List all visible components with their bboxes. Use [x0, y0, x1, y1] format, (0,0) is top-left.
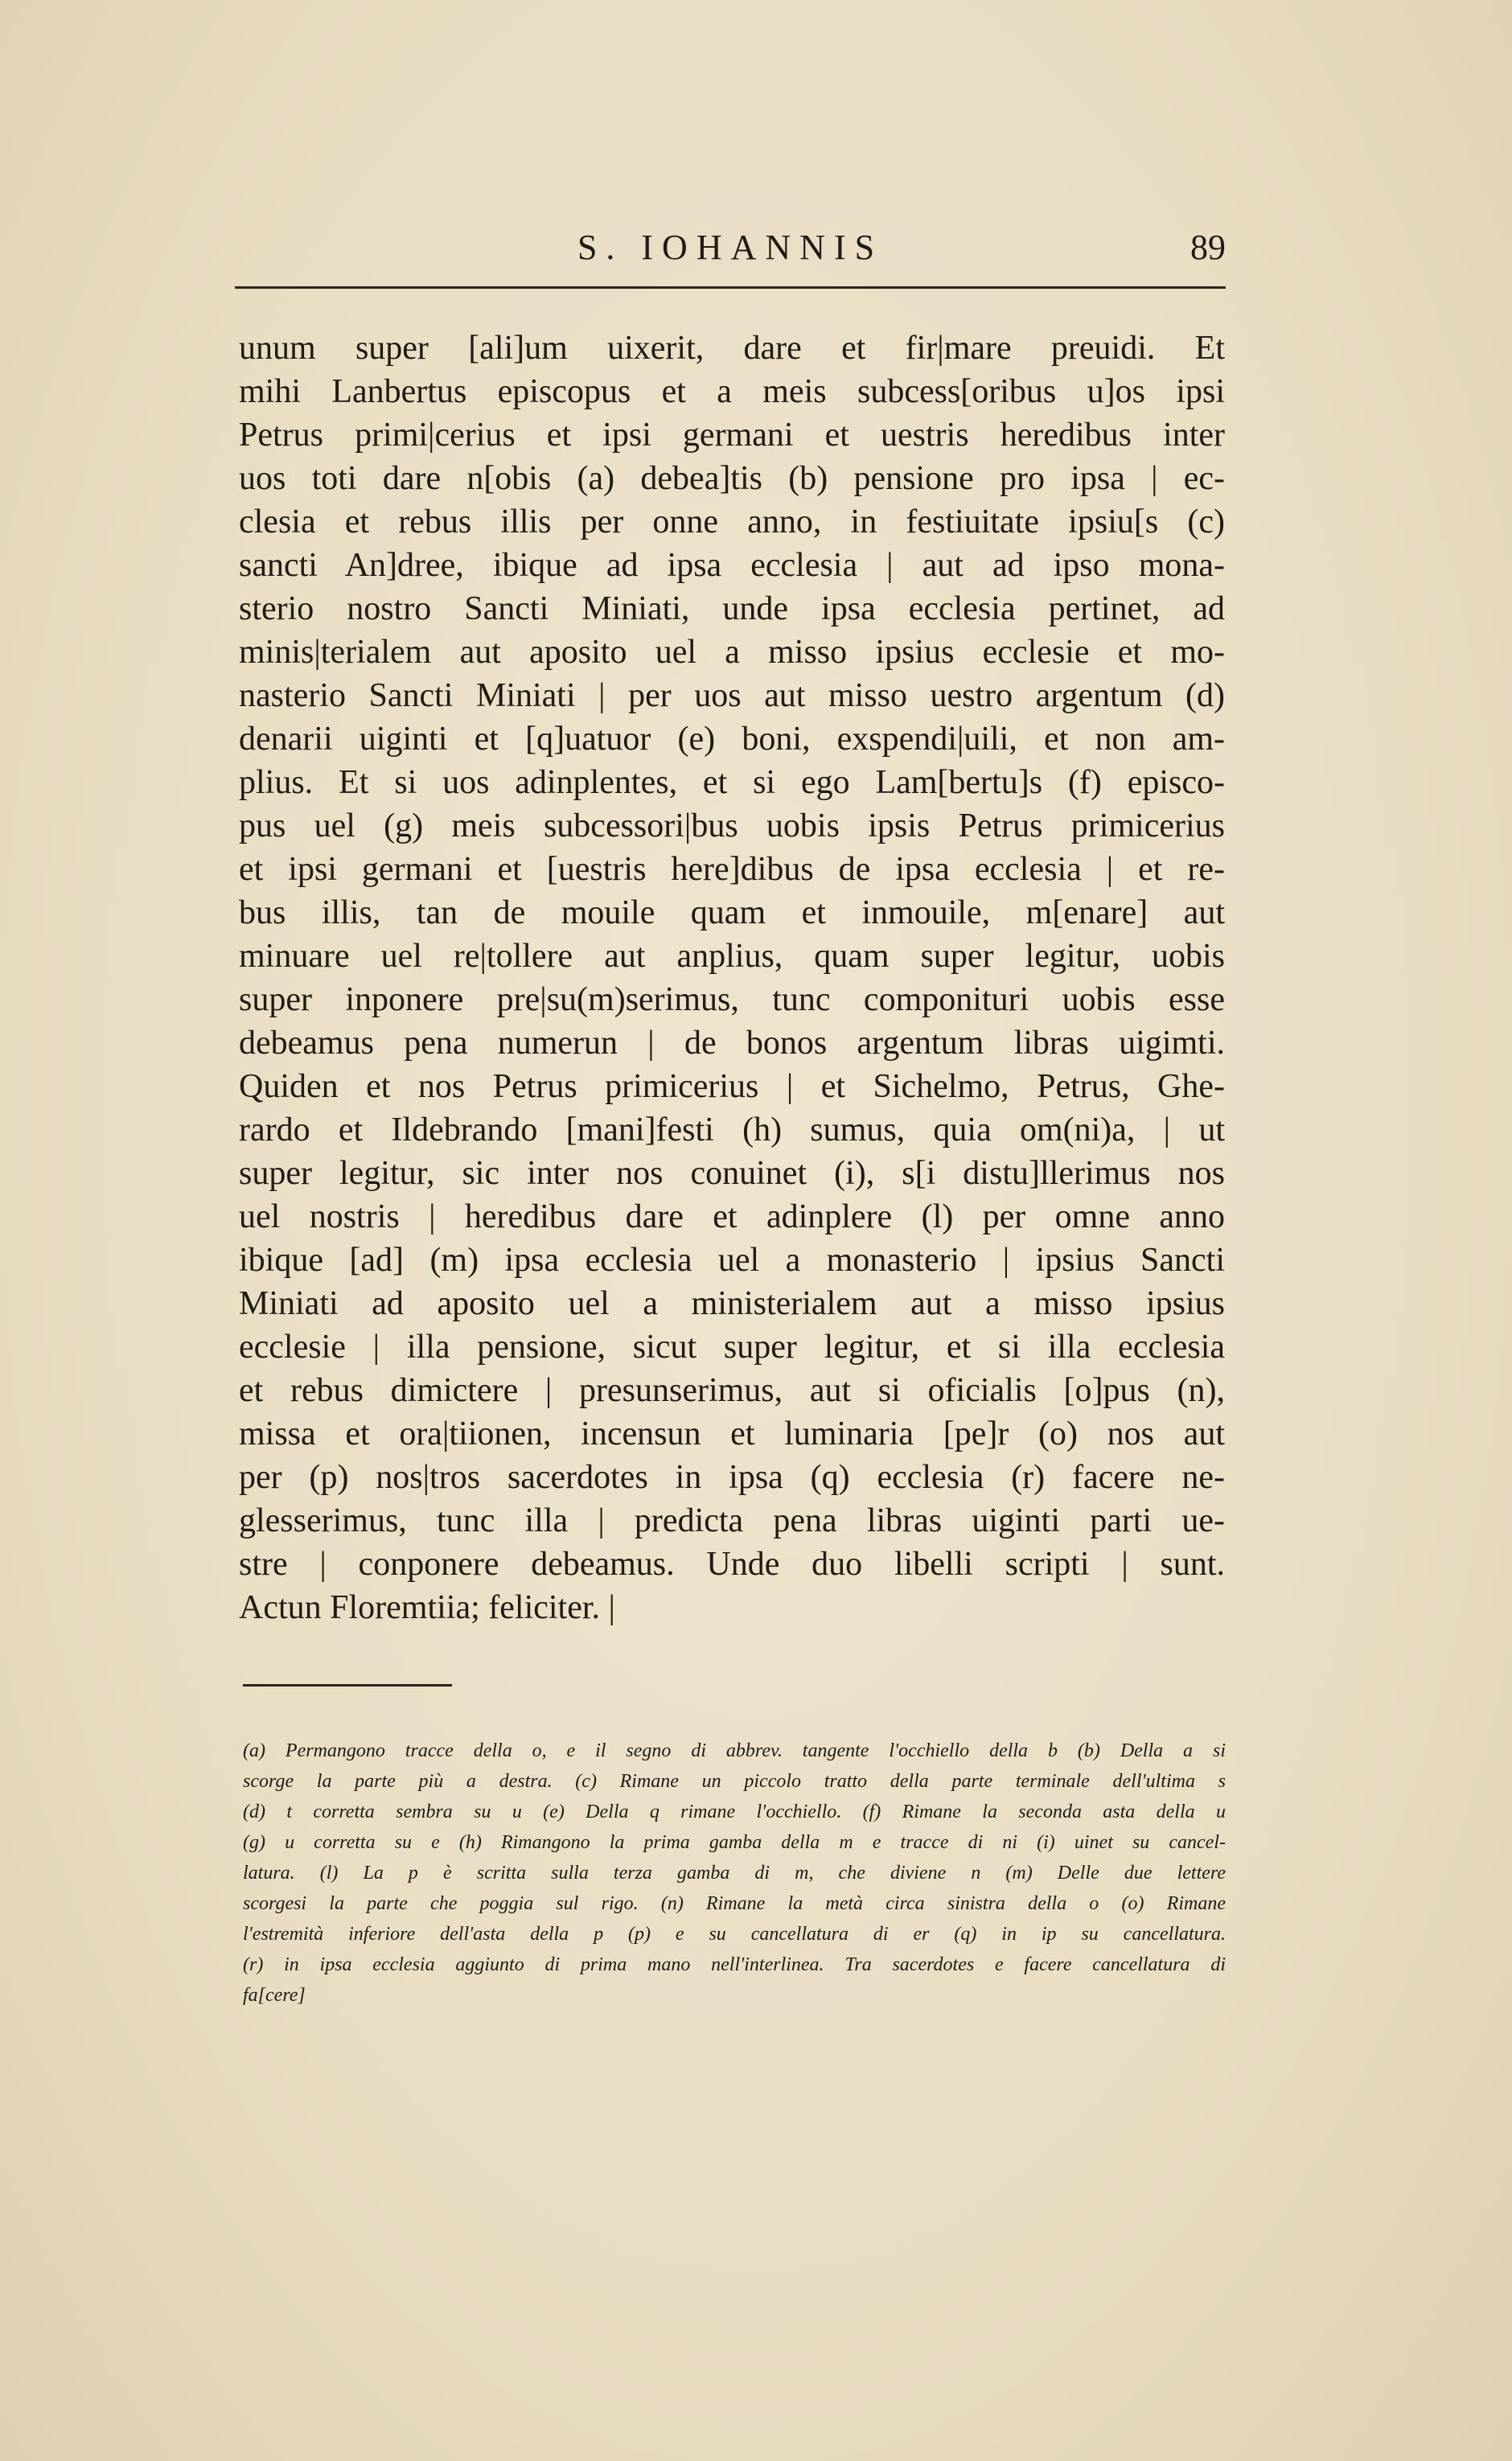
body-line: plius. Et si uos adinplentes, et si ego Lam[bertu]s (f) episco- [239, 764, 1225, 801]
body-line: et ipsi germani et [uestris here]dibus de ipsa ecclesia | et re- [239, 851, 1225, 888]
body-line: ecclesie | illa pensione, sicut super legitur, et si illa ecclesia [239, 1329, 1225, 1366]
body-line: ibique [ad] (m) ipsa ecclesia uel a monasterio | ipsius Sancti [239, 1242, 1225, 1279]
body-line: missa et ora|tiionen, incensun et luminaria [pe]r (o) nos aut [239, 1415, 1225, 1452]
page-header [235, 227, 1226, 275]
body-line: minis|terialem aut aposito uel a misso ipsius ecclesie et mo- [239, 634, 1225, 671]
body-line: mihi Lanbertus episcopus et a meis subcess[oribus u]os ipsi [239, 373, 1225, 410]
body-line: sancti An]dree, ibique ad ipsa ecclesia | aut ad ipso mona- [239, 547, 1225, 584]
body-line: unum super [ali]um uixerit, dare et fir|mare preuidi. Et [239, 330, 1225, 367]
footnote-line: (a) Permangono tracce della o, e il segno di abbrev. tangente l'occhiello della b (b) Della a si [243, 1740, 1226, 1761]
header-rule [235, 286, 1226, 289]
footnote-line: (g) u corretta su e (h) Rimangono la prima gamba della m e tracce di ni (i) uinet su cancel- [243, 1832, 1226, 1853]
body-line: clesia et rebus illis per onne anno, in festiuitate ipsiu[s (c) [239, 503, 1225, 540]
body-line: Petrus primi|cerius et ipsi germani et uestris heredibus inter [239, 417, 1225, 454]
body-line: Miniati ad aposito uel a ministerialem aut a misso ipsius [239, 1285, 1225, 1322]
footnote-line: (r) in ipsa ecclesia aggiunto di prima mano nell'interlinea. Tra sacerdotes e facere cancellatura di [243, 1954, 1226, 1975]
body-text [239, 327, 1225, 1629]
body-line: super inponere pre|su(m)serimus, tunc componituri uobis esse [239, 981, 1225, 1018]
body-line: pus uel (g) meis subcessori|bus uobis ipsis Petrus primicerius [239, 807, 1225, 844]
body-line: debeamus pena numerun | de bonos argentum libras uigimti. [239, 1025, 1225, 1062]
footnote-line: (d) t corretta sembra su u (e) Della q rimane l'occhiello. (f) Rimane la seconda asta della u [243, 1802, 1226, 1822]
body-line: super legitur, sic inter nos conuinet (i), s[i distu]llerimus nos [239, 1155, 1225, 1192]
body-line: per (p) nos|tros sacerdotes in ipsa (q) ecclesia (r) facere ne- [239, 1459, 1225, 1496]
body-line: rardo et Ildebrando [mani]festi (h) sumus, quia om(ni)a, | ut [239, 1111, 1225, 1148]
body-line: stre | conponere debeamus. Unde duo libelli scripti | sunt. [239, 1546, 1225, 1583]
page-number: 89 [1190, 228, 1226, 267]
body-line: bus illis, tan de mouile quam et inmouile, m[enare] aut [239, 894, 1225, 931]
body-line: glesserimus, tunc illa | predicta pena libras uiginti parti ue- [239, 1502, 1225, 1539]
body-line: uos toti dare n[obis (a) debea]tis (b) pensione pro ipsa | ec- [239, 460, 1225, 497]
body-line: sterio nostro Sancti Miniati, unde ipsa ecclesia pertinet, ad [239, 590, 1225, 627]
footnote-rule [243, 1684, 452, 1687]
footnote-line: l'estremità inferiore dell'asta della p (p) e su cancellatura di er (q) in ip su cancellatura. [243, 1924, 1226, 1945]
body-line: et rebus dimictere | presunserimus, aut si oficialis [o]pus (n), [239, 1372, 1225, 1409]
running-title: S. IOHANNIS [577, 228, 884, 267]
body-line: uel nostris | heredibus dare et adinplere (l) per omne anno [239, 1198, 1225, 1235]
footnotes [243, 1736, 1226, 2011]
footnote-line: scorgesi la parte che poggia sul rigo. (n) Rimane la metà circa sinistra della o (o) Rimane [243, 1893, 1226, 1914]
body-line: minuare uel re|tollere aut anplius, quam super legitur, uobis [239, 938, 1225, 975]
body-line: nasterio Sancti Miniati | per uos aut misso uestro argentum (d) [239, 677, 1225, 714]
body-line: Actun Floremtiia; feliciter. | [239, 1589, 615, 1626]
footnote-line: latura. (l) La p è scritta sulla terza gamba di m, che diviene n (m) Delle due lettere [243, 1863, 1226, 1884]
footnote-line: fa[cere] [243, 1985, 306, 2006]
body-line: denarii uiginti et [q]uatuor (e) boni, exspendi|uili, et non am- [239, 721, 1225, 758]
body-line: Quiden et nos Petrus primicerius | et Sichelmo, Petrus, Ghe- [239, 1068, 1225, 1105]
footnote-line: scorge la parte più a destra. (c) Rimane un piccolo tratto della parte terminale dell'ultima s [243, 1771, 1226, 1792]
